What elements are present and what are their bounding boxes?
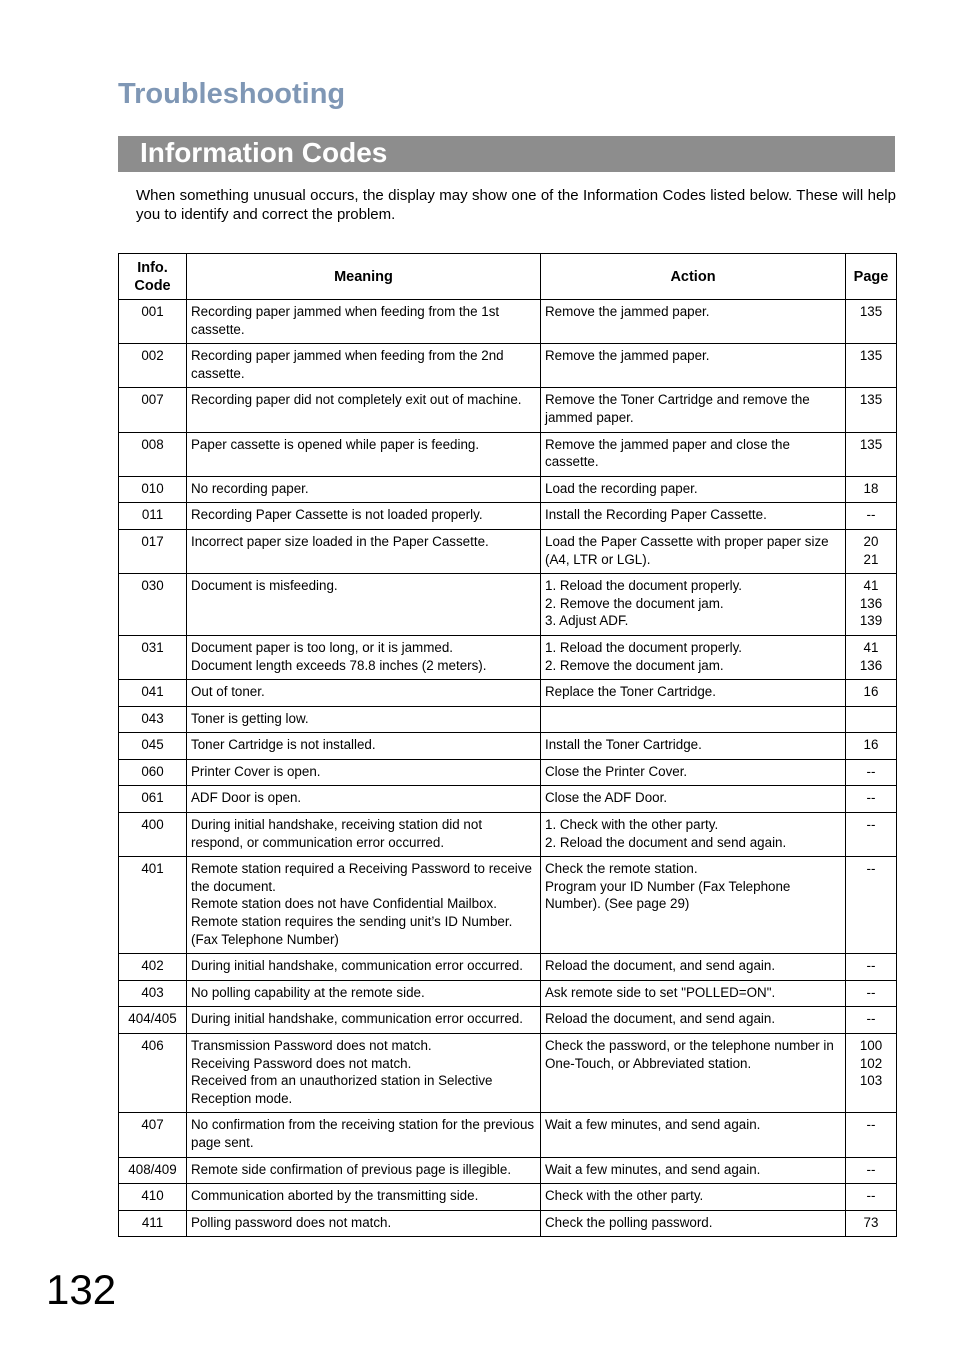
cell-page: 135 — [846, 432, 897, 476]
information-codes-table — [118, 253, 897, 1237]
cell-page: 16 — [846, 733, 897, 760]
cell-info-code: 406 — [119, 1034, 187, 1113]
page-number: 132 — [46, 1266, 117, 1313]
cell-meaning: Recording paper did not completely exit out of machine. — [187, 388, 541, 432]
cell-action: Ask remote side to set "POLLED=ON". — [541, 980, 846, 1007]
cell-info-code: 041 — [119, 680, 187, 707]
table-body — [119, 300, 897, 1237]
table-row — [119, 300, 897, 344]
cell-action: Remove the jammed paper. — [541, 344, 846, 388]
cell-info-code: 007 — [119, 388, 187, 432]
cell-info-code: 060 — [119, 759, 187, 786]
table-row — [119, 476, 897, 503]
cell-meaning: Document is misfeeding. — [187, 574, 541, 636]
table-header-row — [119, 254, 897, 300]
cell-info-code: 045 — [119, 733, 187, 760]
cell-info-code: 410 — [119, 1184, 187, 1211]
table-row — [119, 786, 897, 813]
cell-meaning: Remote side confirmation of previous page is illegible. — [187, 1157, 541, 1184]
cell-info-code: 011 — [119, 503, 187, 530]
cell-page: -- — [846, 1113, 897, 1157]
cell-action: 1. Reload the document properly. 2. Remove the document jam. — [541, 635, 846, 679]
cell-info-code: 408/409 — [119, 1157, 187, 1184]
cell-action: Reload the document, and send again. — [541, 1007, 846, 1034]
cell-meaning: No recording paper. — [187, 476, 541, 503]
cell-meaning: Paper cassette is opened while paper is feeding. — [187, 432, 541, 476]
table-row — [119, 529, 897, 573]
cell-page: 135 — [846, 300, 897, 344]
table-row — [119, 432, 897, 476]
cell-meaning: Polling password does not match. — [187, 1210, 541, 1237]
cell-page: -- — [846, 857, 897, 954]
cell-action: 1. Reload the document properly. 2. Remove the document jam. 3. Adjust ADF. — [541, 574, 846, 636]
cell-info-code: 002 — [119, 344, 187, 388]
cell-page: -- — [846, 980, 897, 1007]
cell-meaning: ADF Door is open. — [187, 786, 541, 813]
cell-action: Check the password, or the telephone number in One-Touch, or Abbreviated station. — [541, 1034, 846, 1113]
cell-action: Install the Recording Paper Cassette. — [541, 503, 846, 530]
cell-meaning: Communication aborted by the transmitting side. — [187, 1184, 541, 1211]
table-row — [119, 706, 897, 733]
cell-action: Replace the Toner Cartridge. — [541, 680, 846, 707]
cell-action: Remove the Toner Cartridge and remove the jammed paper. — [541, 388, 846, 432]
cell-page: -- — [846, 786, 897, 813]
cell-page: 41 136 139 — [846, 574, 897, 636]
table-row — [119, 574, 897, 636]
table-row — [119, 813, 897, 857]
cell-info-code: 008 — [119, 432, 187, 476]
table-row — [119, 733, 897, 760]
table-row — [119, 1184, 897, 1211]
table-row — [119, 759, 897, 786]
table-row — [119, 954, 897, 981]
cell-action: Close the ADF Door. — [541, 786, 846, 813]
cell-page: 73 — [846, 1210, 897, 1237]
cell-action: Remove the jammed paper. — [541, 300, 846, 344]
cell-meaning: Recording paper jammed when feeding from the 2nd cassette. — [187, 344, 541, 388]
header-meaning: Meaning — [187, 254, 541, 300]
cell-meaning: Out of toner. — [187, 680, 541, 707]
table-row — [119, 503, 897, 530]
header-action: Action — [541, 254, 846, 300]
table-row — [119, 1034, 897, 1113]
cell-page: -- — [846, 1184, 897, 1211]
cell-info-code: 403 — [119, 980, 187, 1007]
cell-page: -- — [846, 759, 897, 786]
cell-meaning: Recording Paper Cassette is not loaded properly. — [187, 503, 541, 530]
table-row — [119, 680, 897, 707]
cell-meaning: During initial handshake, communication error occurred. — [187, 954, 541, 981]
cell-info-code: 017 — [119, 529, 187, 573]
cell-info-code: 030 — [119, 574, 187, 636]
cell-page: 135 — [846, 388, 897, 432]
table-row — [119, 980, 897, 1007]
table-row — [119, 857, 897, 954]
cell-info-code: 404/405 — [119, 1007, 187, 1034]
cell-page: 135 — [846, 344, 897, 388]
cell-meaning: During initial handshake, receiving station did not respond, or communication error occurred. — [187, 813, 541, 857]
cell-action: Wait a few minutes, and send again. — [541, 1113, 846, 1157]
cell-action: Install the Toner Cartridge. — [541, 733, 846, 760]
cell-page: 100 102 103 — [846, 1034, 897, 1113]
cell-meaning: During initial handshake, communication error occurred. — [187, 1007, 541, 1034]
table-row — [119, 1157, 897, 1184]
cell-action: Close the Printer Cover. — [541, 759, 846, 786]
cell-meaning: Remote station required a Receiving Password to receive the document. Remote station does not have Confidential Mailbox. Remote station requires the sending unit’s ID Number. (Fax Telephone Number) — [187, 857, 541, 954]
cell-info-code: 400 — [119, 813, 187, 857]
cell-meaning: Printer Cover is open. — [187, 759, 541, 786]
cell-action: Check the remote station. Program your ID Number (Fax Telephone Number). (See page 29) — [541, 857, 846, 954]
cell-page: 41 136 — [846, 635, 897, 679]
cell-meaning: Document paper is too long, or it is jammed. Document length exceeds 78.8 inches (2 meters). — [187, 635, 541, 679]
cell-page: -- — [846, 954, 897, 981]
cell-page: 16 — [846, 680, 897, 707]
cell-meaning: Toner Cartridge is not installed. — [187, 733, 541, 760]
cell-action: Load the recording paper. — [541, 476, 846, 503]
cell-page: 20 21 — [846, 529, 897, 573]
page-title-banner — [118, 136, 895, 172]
cell-meaning: No polling capability at the remote side. — [187, 980, 541, 1007]
cell-meaning: Transmission Password does not match. Receiving Password does not match. Received from an unauthorized station in Selective Reception mode. — [187, 1034, 541, 1113]
cell-info-code: 402 — [119, 954, 187, 981]
cell-page: -- — [846, 503, 897, 530]
table-row — [119, 344, 897, 388]
table-row — [119, 388, 897, 432]
table-row — [119, 1113, 897, 1157]
section-title: Troubleshooting — [118, 78, 346, 110]
cell-meaning: Incorrect paper size loaded in the Paper Cassette. — [187, 529, 541, 573]
header-info-code: Info. Code — [119, 254, 187, 300]
cell-action: Load the Paper Cassette with proper paper size (A4, LTR or LGL). — [541, 529, 846, 573]
cell-page: -- — [846, 813, 897, 857]
table-row — [119, 1007, 897, 1034]
cell-action — [541, 706, 846, 733]
cell-action: Remove the jammed paper and close the cassette. — [541, 432, 846, 476]
table-row — [119, 635, 897, 679]
cell-action: Check with the other party. — [541, 1184, 846, 1211]
cell-info-code: 043 — [119, 706, 187, 733]
cell-meaning: No confirmation from the receiving station for the previous page sent. — [187, 1113, 541, 1157]
cell-info-code: 407 — [119, 1113, 187, 1157]
page-title: Information Codes — [140, 137, 388, 168]
cell-action: 1. Check with the other party. 2. Reload the document and send again. — [541, 813, 846, 857]
cell-info-code: 411 — [119, 1210, 187, 1237]
cell-info-code: 031 — [119, 635, 187, 679]
cell-page: 18 — [846, 476, 897, 503]
cell-info-code: 061 — [119, 786, 187, 813]
cell-info-code: 010 — [119, 476, 187, 503]
table-row — [119, 1210, 897, 1237]
cell-action: Check the polling password. — [541, 1210, 846, 1237]
intro-paragraph: When something unusual occurs, the display may show one of the Information Codes listed below. These will help you to identify and correct the problem. — [136, 187, 896, 223]
cell-meaning: Recording paper jammed when feeding from the 1st cassette. — [187, 300, 541, 344]
cell-meaning: Toner is getting low. — [187, 706, 541, 733]
cell-info-code: 401 — [119, 857, 187, 954]
cell-action: Reload the document, and send again. — [541, 954, 846, 981]
header-page: Page — [846, 254, 897, 300]
cell-page: -- — [846, 1007, 897, 1034]
cell-action: Wait a few minutes, and send again. — [541, 1157, 846, 1184]
cell-page: -- — [846, 1157, 897, 1184]
cell-info-code: 001 — [119, 300, 187, 344]
cell-page — [846, 706, 897, 733]
